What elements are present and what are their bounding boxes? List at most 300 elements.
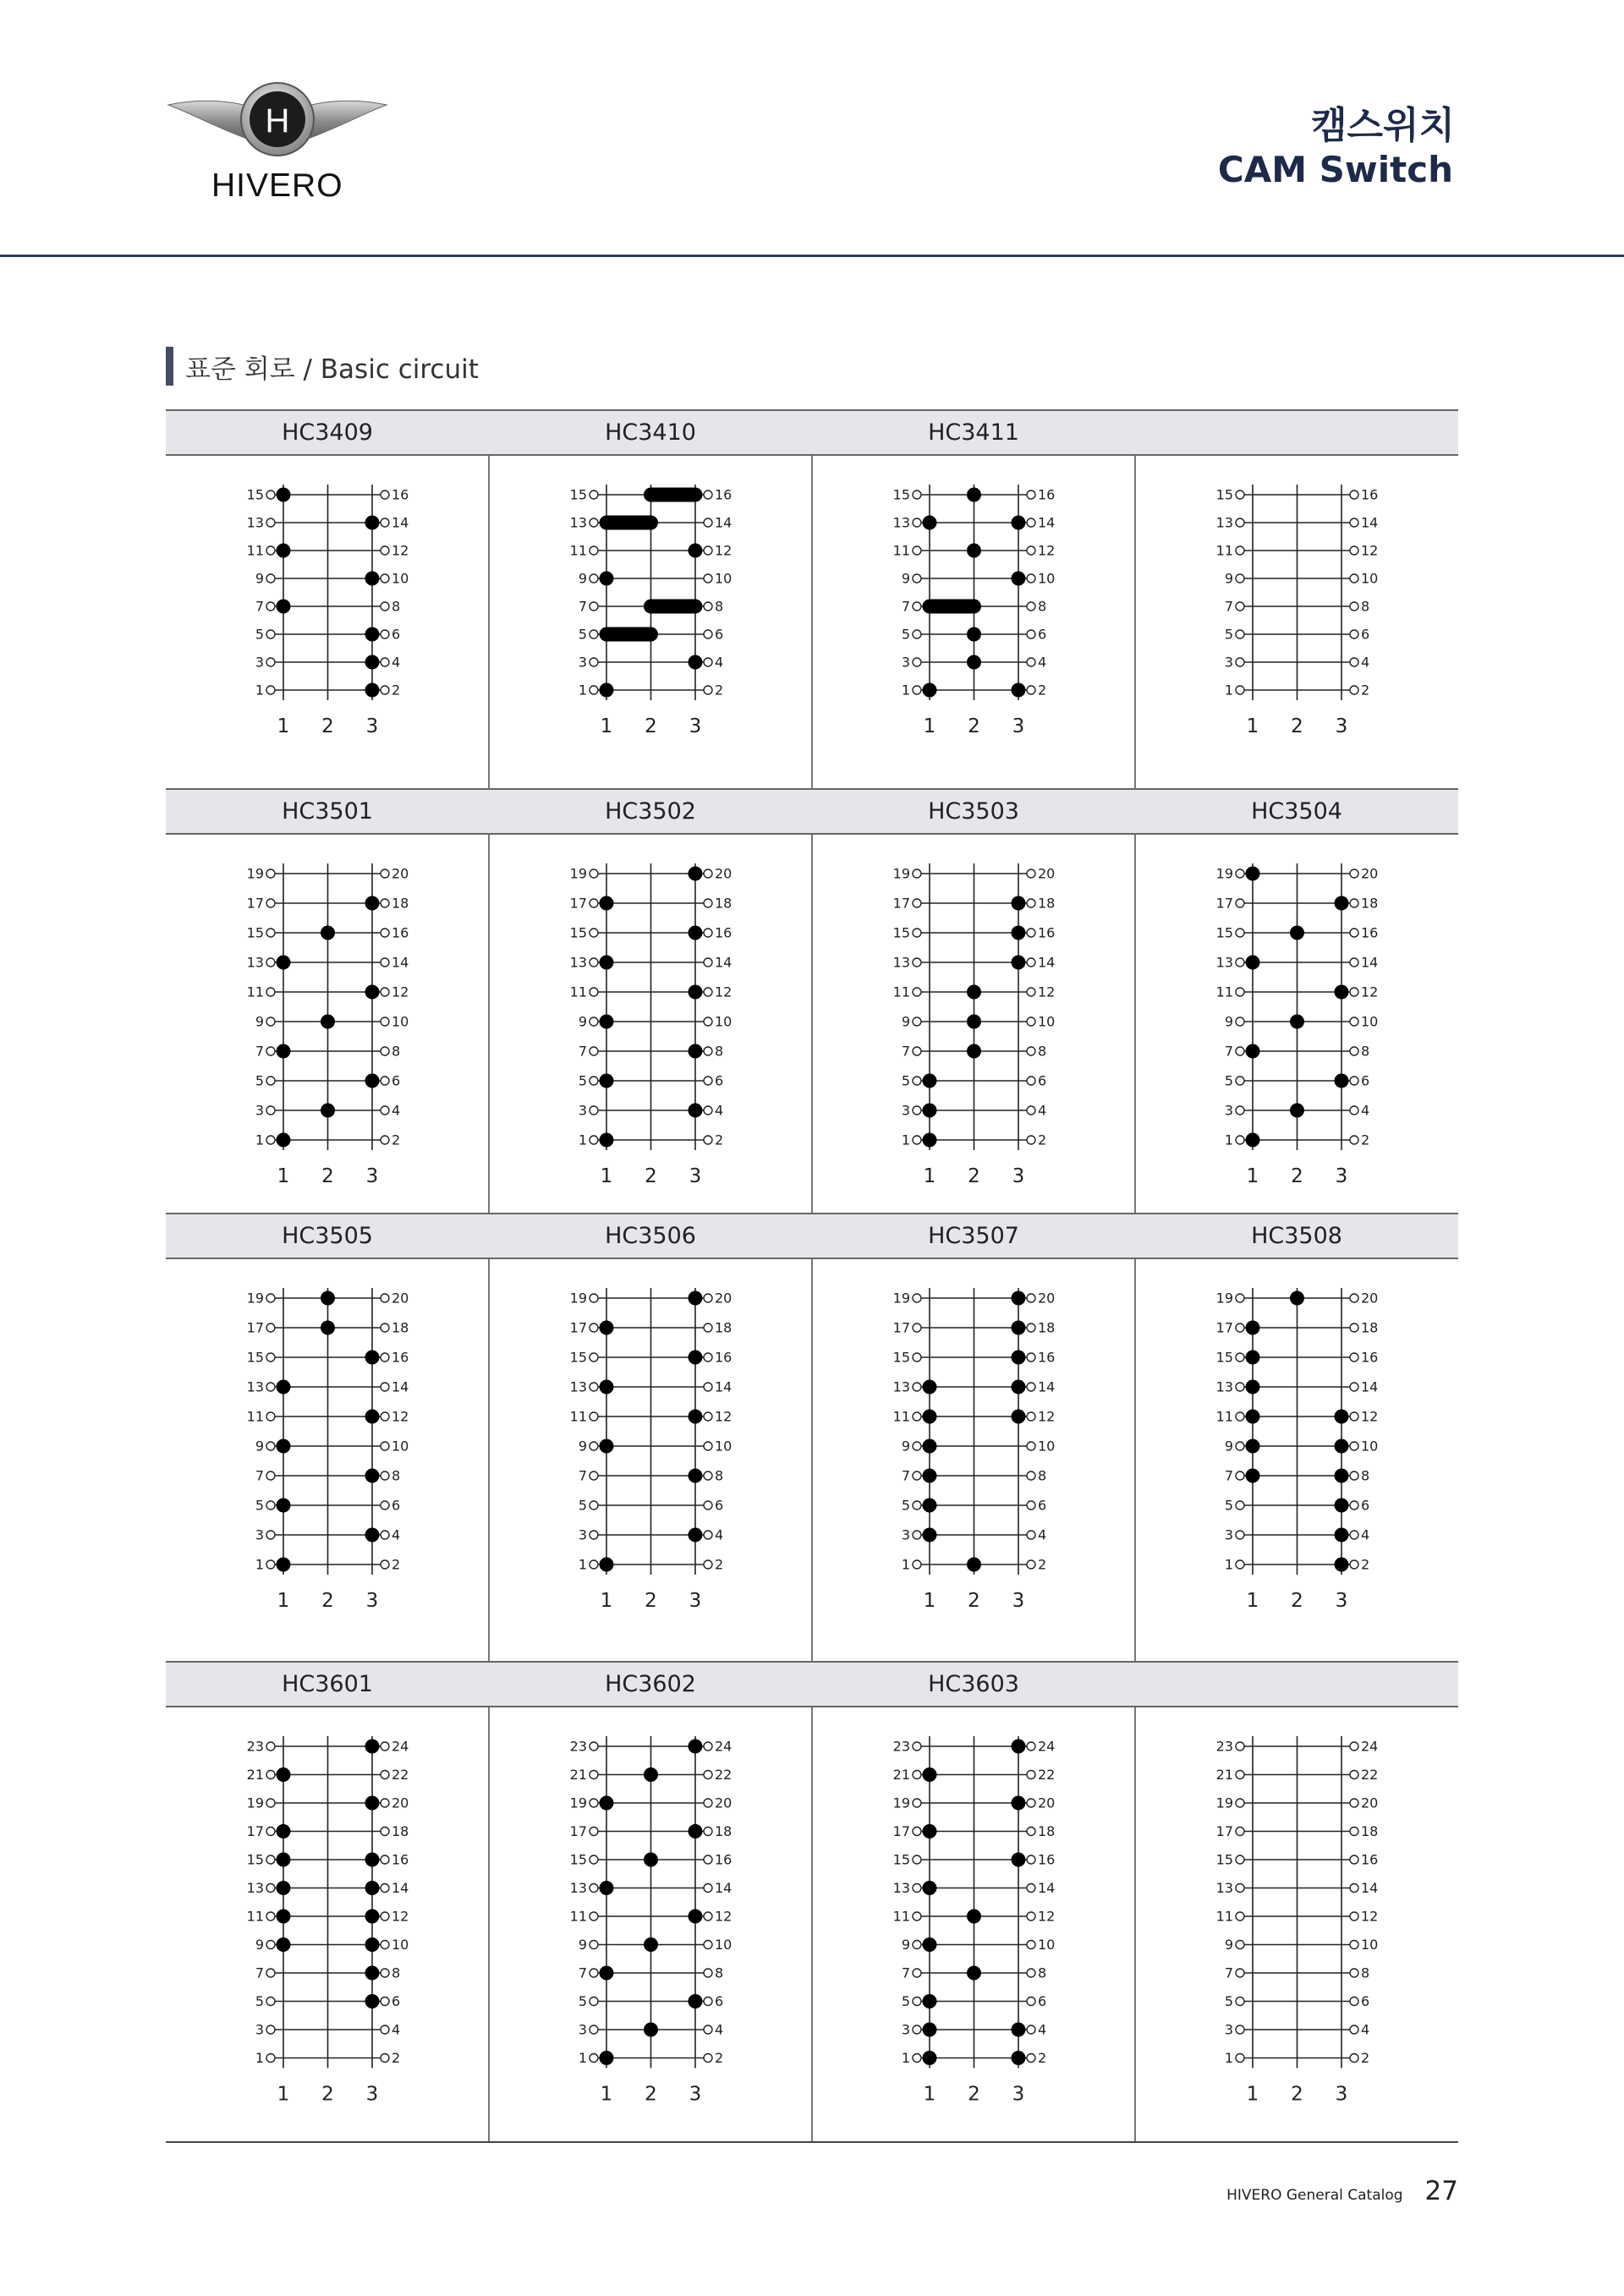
terminal-icon [590,1997,598,2006]
terminal-label-right: 14 [1038,1880,1056,1896]
terminal-icon [590,1017,598,1026]
terminal-icon [266,1855,275,1864]
terminal-icon [1236,1442,1244,1450]
terminal-label-left: 1 [1224,2050,1233,2066]
terminal-label-left: 3 [1224,654,1233,671]
terminal-label-right: 16 [1361,1349,1379,1366]
position-label: 1 [1246,1165,1259,1187]
terminal-icon [704,1997,712,2006]
closed-contact-dot [1246,1410,1260,1424]
terminal-label-right: 12 [392,1908,409,1925]
closed-contact-dot [277,544,291,558]
terminal-label-right: 14 [715,1378,732,1395]
terminal-label-left: 19 [1215,1795,1233,1811]
terminal-label-left: 1 [1224,1556,1233,1573]
terminal-label-right: 2 [392,1132,401,1148]
circuit-model-header: HC3410 [489,409,812,456]
terminal-icon [913,574,921,583]
terminal-label-right: 6 [715,1993,724,2009]
terminal-icon [704,658,712,666]
terminal-icon [1027,1136,1035,1144]
terminal-icon [913,1323,921,1332]
circuit-model-header: HC3602 [489,1661,812,1707]
terminal-icon [704,1017,712,1026]
terminal-icon [1027,2054,1035,2063]
terminal-label-right: 6 [715,1497,724,1514]
closed-contact-dot [321,1321,335,1335]
terminal-label-left: 3 [255,654,264,671]
terminal-icon [266,1771,275,1779]
brand-name: HIVERO [211,167,343,204]
closed-contact-dot [1246,1469,1260,1483]
terminal-icon [590,1941,598,1949]
terminal-label-right: 20 [1361,1290,1379,1307]
terminal-icon [381,1353,389,1362]
terminal-icon [1027,1531,1035,1539]
terminal-label-left: 19 [569,865,587,882]
terminal-label-left: 5 [578,1993,587,2009]
terminal-label-right: 22 [1361,1767,1379,1783]
terminal-label-left: 19 [1215,865,1233,882]
terminal-icon [266,630,275,638]
terminal-label-right: 18 [1038,1319,1056,1336]
terminal-label-right: 10 [1361,1937,1379,1953]
terminal-icon [704,1136,712,1144]
position-label: 2 [1291,715,1303,737]
position-label: 2 [645,715,657,737]
terminal-label-left: 7 [901,1043,910,1060]
terminal-label-left: 5 [901,1993,910,2009]
terminal-label-right: 12 [715,984,732,1000]
terminal-icon [266,658,275,666]
terminal-icon [913,602,921,611]
terminal-icon [1350,1323,1358,1332]
terminal-icon [381,630,389,638]
terminal-label-left: 13 [569,1880,587,1896]
terminal-label-left: 3 [255,1102,264,1119]
terminal-icon [590,1294,598,1302]
terminal-label-right: 18 [392,1823,409,1839]
terminal-icon [1350,1077,1358,1085]
terminal-icon [590,1855,598,1864]
terminal-icon [1350,1855,1358,1864]
closed-contact-dot [1246,1044,1260,1059]
terminal-label-left: 17 [246,895,264,912]
terminal-icon [590,869,598,878]
terminal-label-right: 20 [392,1795,409,1811]
terminal-icon [704,1501,712,1510]
terminal-label-left: 19 [892,1290,910,1307]
terminal-icon [1236,899,1244,907]
terminal-label-left: 19 [892,1795,910,1811]
terminal-icon [381,1941,389,1949]
terminal-label-left: 5 [1224,1497,1233,1514]
terminal-label-left: 5 [255,1072,264,1089]
terminal-icon [1236,1771,1244,1779]
terminal-icon [704,1742,712,1751]
terminal-label-right: 24 [715,1738,732,1755]
closed-contact-dot [644,1937,658,1952]
terminal-icon [1350,1799,1358,1807]
circuit-model-header: HC3505 [166,1213,489,1259]
closed-contact-dot [365,1994,380,2008]
terminal-label-left: 1 [901,682,910,699]
terminal-icon [381,490,389,499]
terminal-icon [1236,1077,1244,1085]
terminal-icon [1027,1353,1035,1362]
terminal-icon [381,1884,389,1893]
terminal-icon [266,1353,275,1362]
closed-contact-dot [967,1558,981,1572]
terminal-label-left: 5 [255,1993,264,2009]
terminal-label-right: 10 [1038,570,1056,587]
closed-contact-dot [923,1104,937,1118]
terminal-icon [1350,602,1358,611]
closed-contact-dot [600,2051,614,2065]
closed-contact-dot [365,683,380,698]
terminal-icon [1027,1442,1035,1450]
terminal-label-left: 21 [569,1767,587,1783]
terminal-icon [1350,686,1358,694]
closed-contact-dot [600,572,614,586]
position-label: 3 [689,715,702,737]
terminal-icon [266,1412,275,1421]
terminal-label-left: 15 [246,1349,264,1366]
closed-contact-dot [277,1380,291,1395]
position-label: 1 [923,1165,936,1187]
closed-contact-dot [600,1015,614,1029]
terminal-label-right: 2 [715,1556,724,1573]
closed-contact-dot [600,1558,614,1572]
terminal-label-left: 9 [901,570,910,587]
terminal-label-left: 11 [892,1908,910,1925]
terminal-icon [381,988,389,996]
terminal-icon [1027,1412,1035,1421]
terminal-label-left: 5 [1224,1993,1233,2009]
closed-contact-dot [689,1291,703,1306]
terminal-icon [590,546,598,555]
terminal-icon [1236,1997,1244,2006]
terminal-icon [266,1742,275,1751]
position-label: 3 [1012,1590,1025,1612]
circuit-cell [489,409,812,788]
terminal-label-right: 18 [715,1823,732,1839]
terminal-label-right: 16 [1038,486,1056,503]
closed-contact-dot [365,1469,380,1483]
terminal-icon [1027,988,1035,996]
terminal-label-left: 15 [892,1349,910,1366]
closed-contact-dot [967,1966,981,1981]
terminal-label-left: 1 [255,2050,264,2066]
closed-contact-dot [1012,1410,1026,1424]
terminal-label-left: 13 [1215,1378,1233,1395]
terminal-icon [590,1799,598,1807]
terminal-label-left: 9 [255,570,264,587]
terminal-label-left: 5 [578,626,587,643]
terminal-label-left: 19 [1215,1290,1233,1307]
terminal-icon [704,490,712,499]
terminal-label-right: 14 [392,514,409,531]
terminal-icon [704,869,712,878]
terminal-icon [913,1560,921,1569]
terminal-icon [590,1136,598,1144]
terminal-icon [381,1294,389,1302]
terminal-label-right: 20 [1361,1795,1379,1811]
closed-contact-dot [1335,985,1349,1000]
position-label: 2 [968,1165,980,1187]
position-label: 1 [600,2083,613,2106]
terminal-icon [913,1827,921,1836]
circuit-diagram [812,1213,1135,1615]
closed-contact-dot [365,1853,380,1867]
terminal-label-right: 4 [392,1102,401,1119]
terminal-label-left: 1 [901,2050,910,2066]
terminal-icon [1027,1855,1035,1864]
closed-contact-dot [277,1881,291,1895]
terminal-icon [913,1799,921,1807]
terminal-label-left: 17 [569,895,587,912]
terminal-icon [381,1799,389,1807]
terminal-label-left: 15 [569,1349,587,1366]
terminal-icon [266,1323,275,1332]
terminal-icon [1350,546,1358,555]
terminal-icon [590,1501,598,1510]
terminal-icon [1236,869,1244,878]
position-label: 1 [277,715,290,737]
terminal-icon [590,899,598,907]
terminal-icon [590,988,598,996]
terminal-label-right: 14 [1038,1378,1056,1395]
terminal-label-left: 15 [1215,924,1233,941]
terminal-label-left: 23 [1215,1738,1233,1755]
closed-contact-dot [923,683,937,698]
terminal-icon [1350,1997,1358,2006]
terminal-label-left: 7 [578,1043,587,1060]
terminal-icon [266,1912,275,1921]
closed-contact-dot [600,683,614,698]
closed-contact-dot [689,1824,703,1838]
terminal-label-right: 2 [1038,2050,1047,2066]
terminal-icon [1350,1442,1358,1450]
terminal-label-left: 15 [246,924,264,941]
closed-contact-dot [277,1133,291,1148]
terminal-icon [266,1471,275,1480]
terminal-icon [1350,630,1358,638]
position-label: 2 [968,1590,980,1612]
closed-contact-dot [277,1824,291,1838]
position-label: 2 [645,1165,657,1187]
terminal-icon [590,490,598,499]
circuit-model-header: HC3504 [1135,788,1458,835]
terminal-icon [913,869,921,878]
terminal-label-left: 3 [1224,2021,1233,2038]
catalog-name: HIVERO General Catalog [1226,2187,1403,2204]
circuit-cell [166,1661,489,2143]
circuit-diagram [1135,1661,1458,2109]
closed-contact-dot [1012,683,1026,698]
terminal-label-left: 13 [1215,1880,1233,1896]
closed-contact-dot [365,1074,380,1088]
terminal-icon [913,988,921,996]
terminal-label-right: 6 [392,1497,401,1514]
closed-contact-dot [600,1380,614,1395]
terminal-label-right: 2 [1361,1132,1370,1148]
closed-contact-dot [365,1910,380,1924]
closed-contact-dot [923,1881,937,1895]
terminal-label-right: 18 [715,895,732,912]
terminal-icon [381,2025,389,2034]
terminal-label-right: 10 [1361,1013,1379,1030]
terminal-label-left: 17 [246,1319,264,1336]
terminal-label-left: 21 [1215,1767,1233,1783]
terminal-icon [266,1017,275,1026]
terminal-label-right: 10 [1038,1937,1056,1953]
terminal-label-left: 7 [1224,1043,1233,1060]
position-label: 1 [277,1165,290,1187]
terminal-label-right: 6 [1361,1993,1370,2009]
terminal-label-right: 12 [1361,1408,1379,1425]
terminal-icon [266,1884,275,1893]
terminal-icon [590,1742,598,1751]
terminal-label-right: 2 [1361,2050,1370,2066]
terminal-label-right: 10 [392,1438,409,1455]
terminal-label-right: 4 [392,1526,401,1543]
terminal-label-right: 16 [715,1851,732,1868]
terminal-label-left: 11 [1215,984,1233,1000]
terminal-label-right: 16 [715,486,732,503]
terminal-icon [266,518,275,527]
circuit-cell [812,1661,1135,2143]
closed-contact-dot [321,1104,335,1118]
terminal-label-right: 10 [392,1013,409,1030]
circuit-table [166,409,1458,2143]
terminal-label-right: 24 [1038,1738,1056,1755]
terminal-label-left: 7 [901,598,910,615]
circuit-model-header: HC3501 [166,788,489,835]
terminal-label-right: 2 [392,2050,401,2066]
terminal-icon [381,1383,389,1391]
terminal-label-left: 1 [578,1556,587,1573]
terminal-label-left: 13 [892,514,910,531]
terminal-label-right: 12 [1361,542,1379,559]
terminal-label-left: 13 [1215,954,1233,971]
terminal-label-left: 15 [569,924,587,941]
terminal-icon [266,1997,275,2006]
terminal-label-right: 16 [1361,486,1379,503]
terminal-label-right: 2 [1361,1556,1370,1573]
closed-contact-dot [689,1351,703,1365]
header-divider [0,255,1624,257]
terminal-label-right: 12 [1361,1908,1379,1925]
terminal-icon [590,1884,598,1893]
circuit-diagram [489,788,812,1191]
terminal-label-right: 8 [1361,1964,1370,1981]
terminal-label-left: 9 [901,1013,910,1030]
terminal-icon [1236,1353,1244,1362]
circuit-diagram [812,1661,1135,2109]
terminal-icon [913,1136,921,1144]
terminal-label-right: 10 [1038,1013,1056,1030]
position-label: 2 [645,2083,657,2106]
terminal-label-left: 9 [1224,570,1233,587]
terminal-icon [913,518,921,527]
terminal-label-left: 17 [246,1823,264,1839]
position-label: 1 [277,1590,290,1612]
terminal-icon [1350,958,1358,967]
terminal-icon [913,1047,921,1055]
circuit-cell [1135,1661,1458,2143]
terminal-icon [1350,1412,1358,1421]
terminal-icon [1027,1560,1035,1569]
terminal-icon [1027,1884,1035,1893]
terminal-label-right: 22 [715,1767,732,1783]
terminal-icon [381,1047,389,1055]
position-label: 2 [321,715,334,737]
terminal-icon [1236,1412,1244,1421]
terminal-icon [1236,929,1244,937]
terminal-icon [266,1501,275,1510]
terminal-label-right: 2 [715,1132,724,1148]
terminal-icon [913,1442,921,1450]
terminal-icon [1350,2025,1358,2034]
terminal-icon [704,899,712,907]
terminal-icon [1027,546,1035,555]
terminal-label-left: 3 [1224,1526,1233,1543]
closed-contact-dot [600,956,614,970]
terminal-icon [1350,1471,1358,1480]
closed-contact-dot [1335,1439,1349,1454]
closed-contact-dot [365,572,380,586]
terminal-icon [590,1471,598,1480]
closed-contact-dot [321,1015,335,1029]
terminal-label-right: 4 [715,1526,724,1543]
position-label: 2 [321,2083,334,2106]
terminal-label-left: 5 [901,1497,910,1514]
terminal-label-left: 11 [1215,1408,1233,1425]
terminal-label-left: 15 [892,924,910,941]
position-label: 3 [365,1165,379,1187]
terminal-icon [381,1017,389,1026]
terminal-icon [1027,1827,1035,1836]
terminal-label-left: 13 [569,954,587,971]
terminal-icon [913,958,921,967]
terminal-icon [704,1912,712,1921]
terminal-label-left: 13 [892,1880,910,1896]
page-footer [1226,2176,1458,2206]
terminal-icon [381,518,389,527]
terminal-icon [1236,1294,1244,1302]
terminal-label-left: 15 [1215,1349,1233,1366]
terminal-icon [1236,2054,1244,2063]
terminal-icon [704,1884,712,1893]
closed-contact-dot [689,985,703,1000]
terminal-icon [381,1136,389,1144]
terminal-label-right: 16 [715,1349,732,1366]
terminal-label-left: 7 [578,1467,587,1484]
terminal-label-left: 1 [578,2050,587,2066]
terminal-icon [266,1383,275,1391]
terminal-label-left: 1 [901,1556,910,1573]
terminal-label-right: 4 [715,2021,724,2038]
terminal-icon [1236,1323,1244,1332]
terminal-label-right: 16 [715,924,732,941]
closed-contact-dot [1335,1074,1349,1088]
terminal-label-left: 1 [255,1132,264,1148]
closed-contact-dot [600,1133,614,1148]
terminal-icon [381,546,389,555]
terminal-label-right: 10 [392,1937,409,1953]
terminal-label-right: 2 [1038,1132,1047,1148]
